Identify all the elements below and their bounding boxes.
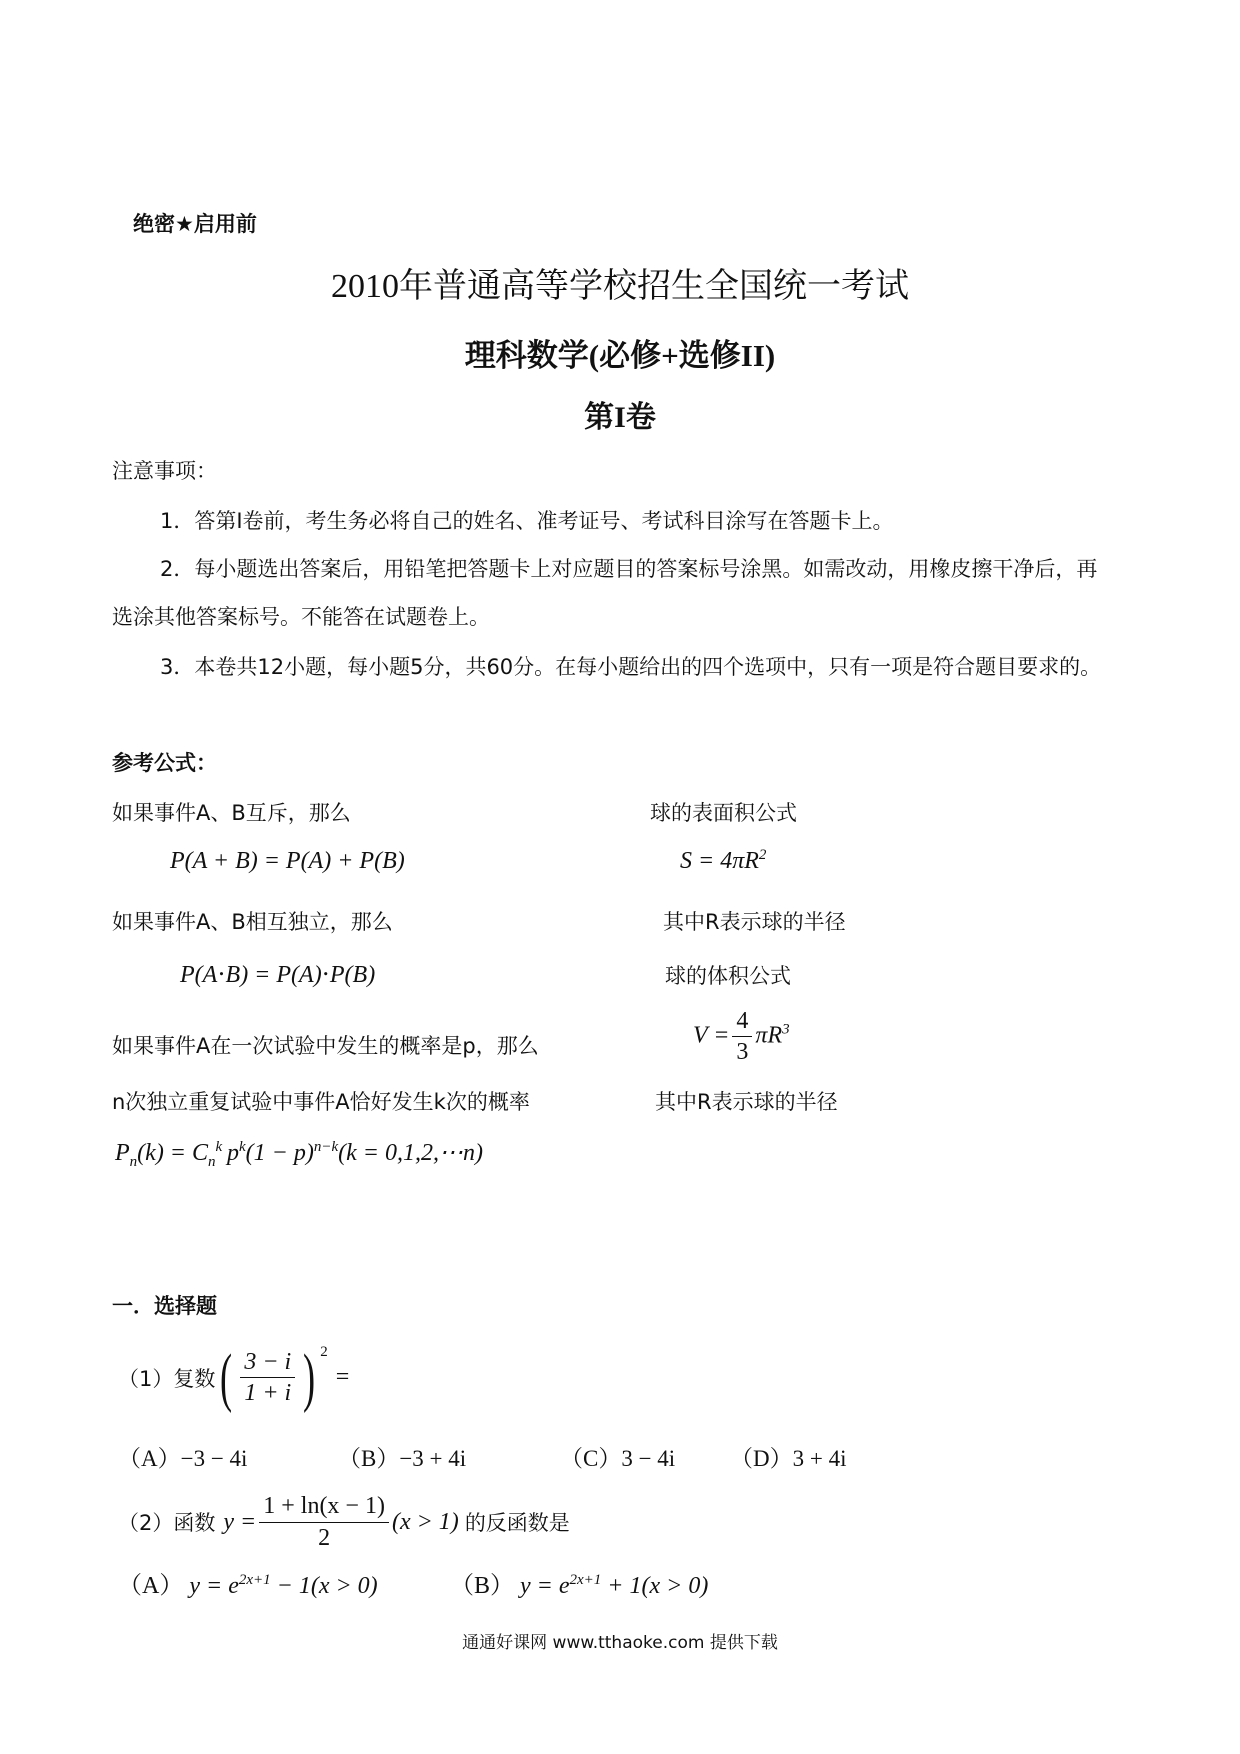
q1-prefix: （1）复数 (118, 1366, 216, 1391)
exam-subtitle: 理科数学(必修+选修II) (464, 338, 776, 373)
radius-note-1: 其中R表示球的半径 (663, 910, 846, 934)
q2-suffix: 的反函数是 (464, 1511, 570, 1535)
q2-lhs: y = (223, 1508, 257, 1535)
radius-note-2: 其中R表示球的半径 (655, 1090, 838, 1114)
q1-equals: = (335, 1364, 350, 1390)
q1-option-a: （A）−3 − 4i (118, 1446, 248, 1471)
question-2 (118, 1487, 570, 1557)
q2-denominator: 2 (318, 1524, 331, 1551)
repeat-text: n次独立重复试验中事件A恰好发生k次的概率 (112, 1090, 530, 1114)
q2-option-a: （A） $y = e^{2x+1} - 1(x > 0)$ (118, 1572, 378, 1599)
q2-numerator: 1 + ln(x − 1) (259, 1493, 389, 1522)
volume-label: 第I卷 (584, 401, 656, 434)
footer-text: 通通好课网 www.tthaoke.com 提供下载 (462, 1633, 778, 1653)
notice-item-2: 2．每小题选出答案后，用铅笔把答题卡上对应题目的答案标号涂黑。如需改动，用橡皮擦干净后，再 (160, 557, 1098, 581)
indep-text: 如果事件A、B相互独立，那么 (112, 910, 393, 934)
binomial-formula: $P_n(k) = C_n^k$ $p^k(1 - p)^{n-k}(k$ = 0,1,2,⋯n) (115, 1139, 483, 1170)
q2-option-b: （B） $y = e^{2x+1} + 1(x > 0)$ (450, 1572, 709, 1599)
notice-item-1: 1．答第I卷前，考生务必将自己的姓名、准考证号、考试科目涂写在答题卡上。 (160, 509, 894, 533)
q2-prefix: （2）函数 (118, 1511, 216, 1535)
q1-option-c: （C）3 − 4i (560, 1446, 676, 1471)
question-1: （1）复数 ( $\frac{3 - i}{1 + i}$ ) $^2$ = (118, 1340, 350, 1414)
notice-item-2-cont: 选涂其他答案标号。不能答在试题卷上。 (112, 605, 490, 629)
q1-numerator: 3 − i (240, 1349, 295, 1378)
notice-heading: 注意事项： (112, 459, 217, 483)
exam-title: 2010年普通高等学校招生全国统一考试 (331, 268, 909, 305)
notice-item-3: 3．本卷共12小题，每小题5分，共60分。在每小题给出的四个选项中，只有一项是符合题目要求的。 (160, 655, 1102, 679)
indep-formula: P(A⋅B) = P(A)⋅P(B) (180, 962, 376, 988)
mutex-text: 如果事件A、B互斥，那么 (112, 801, 351, 825)
volume-formula: V = $\frac{4}{3}$ $\pi R^3$ (693, 1008, 790, 1066)
secret-label: 绝密★启用前 (133, 212, 257, 236)
q1-option-b: （B）−3 + 4i (338, 1446, 467, 1471)
q1-option-d: （D）3 + 4i (730, 1446, 847, 1471)
surface-text: 球的表面积公式 (650, 801, 797, 825)
prob-text: 如果事件A在一次试验中发生的概率是p，那么 (112, 1034, 539, 1058)
q2-condition: (x > 1) (391, 1508, 459, 1535)
volume-text: 球的体积公式 (665, 964, 791, 988)
mutex-formula: P(A + B) = P(A) + P(B) (170, 848, 405, 874)
surface-formula: $S = 4\pi R^2$ (680, 847, 767, 874)
q1-denominator: 1 + i (244, 1380, 292, 1406)
formulas-heading: 参考公式： (112, 751, 217, 775)
section-heading: 一．选择题 (112, 1294, 217, 1318)
